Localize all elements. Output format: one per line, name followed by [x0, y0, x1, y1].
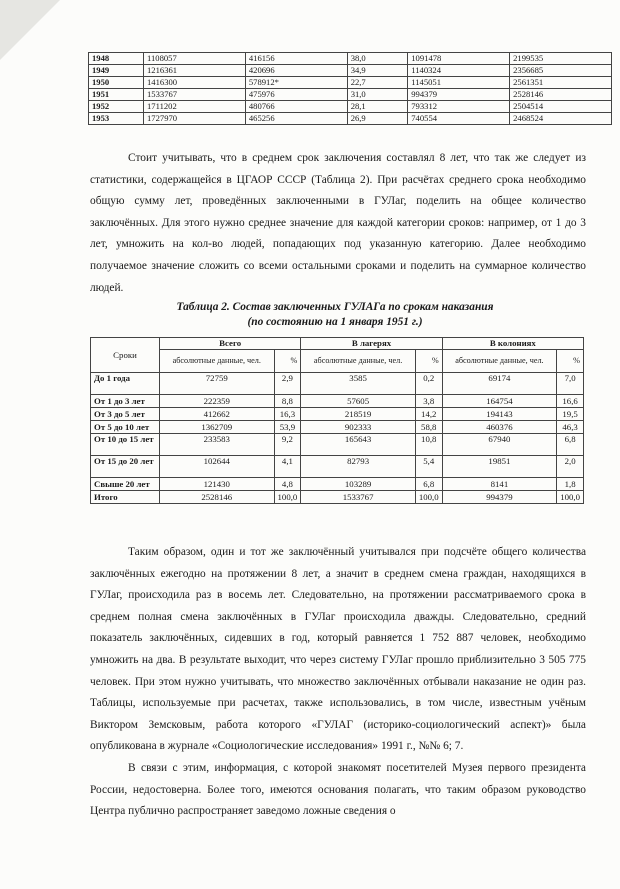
year-cell: 1950 — [89, 77, 144, 89]
value-cell: 1533767 — [144, 89, 246, 101]
abs-value-cell: 218519 — [301, 408, 416, 421]
term-label: От 5 до 10 лет — [91, 421, 160, 434]
abs-value-cell: 164754 — [442, 395, 557, 408]
value-cell: 1216361 — [144, 65, 246, 77]
value-cell: 578912* — [245, 77, 347, 89]
value-cell: 2356685 — [510, 65, 612, 77]
camps-group-header: В лагерях — [301, 338, 442, 350]
pct-value-cell: 8,8 — [274, 395, 301, 408]
pct-value-cell: 16,6 — [557, 395, 584, 408]
pct-value-cell: 0,2 — [415, 373, 442, 395]
value-cell: 465256 — [245, 113, 347, 125]
pct-value-cell: 100,0 — [415, 491, 442, 504]
value-cell: 2468524 — [510, 113, 612, 125]
table-row — [89, 77, 612, 89]
pct-value-cell: 4,8 — [274, 478, 301, 491]
year-cell: 1953 — [89, 113, 144, 125]
total-pct-header: % — [274, 350, 301, 373]
value-cell: 1140324 — [408, 65, 510, 77]
value-cell: 416156 — [245, 53, 347, 65]
table-row — [89, 113, 612, 125]
pct-value-cell: 10,8 — [415, 434, 442, 456]
pct-value-cell: 100,0 — [557, 491, 584, 504]
value-cell: 1145051 — [408, 77, 510, 89]
pct-value-cell: 5,4 — [415, 456, 442, 478]
abs-value-cell: 233583 — [160, 434, 275, 456]
value-cell: 38,0 — [347, 53, 408, 65]
abs-value-cell: 67940 — [442, 434, 557, 456]
year-cell: 1948 — [89, 53, 144, 65]
table-row — [89, 101, 612, 113]
terms-table — [90, 337, 584, 504]
pct-value-cell: 14,2 — [415, 408, 442, 421]
table-row — [91, 408, 584, 421]
pct-value-cell: 1,8 — [557, 478, 584, 491]
colonies-abs-header: абсолютные данные, чел. — [442, 350, 557, 373]
value-cell: 2528146 — [510, 89, 612, 101]
year-cell: 1952 — [89, 101, 144, 113]
pct-value-cell: 4,1 — [274, 456, 301, 478]
abs-value-cell: 222359 — [160, 395, 275, 408]
term-label: От 1 до 3 лет — [91, 395, 160, 408]
table-row — [91, 373, 584, 395]
table-row — [89, 53, 612, 65]
value-cell: 1108057 — [144, 53, 246, 65]
camps-abs-header: абсолютные данные, чел. — [301, 350, 416, 373]
term-label: От 15 до 20 лет — [91, 456, 160, 478]
table-row — [91, 421, 584, 434]
abs-value-cell: 3585 — [301, 373, 416, 395]
abs-value-cell: 412662 — [160, 408, 275, 421]
value-cell: 34,9 — [347, 65, 408, 77]
abs-value-cell: 72759 — [160, 373, 275, 395]
value-cell: 2561351 — [510, 77, 612, 89]
abs-value-cell: 165643 — [301, 434, 416, 456]
table-row — [91, 456, 584, 478]
folded-corner — [0, 0, 60, 60]
table-row — [91, 478, 584, 491]
year-cell: 1949 — [89, 65, 144, 77]
abs-value-cell: 121430 — [160, 478, 275, 491]
terms-header: Сроки — [91, 338, 160, 373]
table2-caption-date: (по состоянию на 1 января 1951 г.) — [247, 316, 423, 328]
pct-value-cell: 6,8 — [557, 434, 584, 456]
table2-caption — [90, 300, 580, 330]
paragraph-conclusion: Таким образом, один и тот же заключённый учитывался при подсчёте общего количества заключённых ежегодно на протяжении 8 лет, а значит в среднем смена граждан, находящихся в ГУЛаг, происходила раз в восемь лет. Следовательно, на протяжении рассматриваемого срока в среднем полная смена заключённых в ГУЛаг происходила дважды. Следовательно, средний показатель заключённых, сидевших в год, который равняется 1 752 887 человек, необходимо умножить на два. В результате выходит, что через систему ГУЛаг прошло приблизительно 3 505 775 человек. При этом нужно учитывать, что множество заключённых отбывали наказание не один раз. Таблицы, используемые при расчетах, также использовались, в том числе, известным учёным Виктором Земсковым, работа которого «ГУЛАГ (историко-социологический аспект)» была опубликована в журнале «Социологические исследования» 1991 г., №№ 6; 7. — [90, 546, 586, 753]
value-cell: 31,0 — [347, 89, 408, 101]
abs-value-cell: 194143 — [442, 408, 557, 421]
value-cell: 28,1 — [347, 101, 408, 113]
pct-value-cell: 16,3 — [274, 408, 301, 421]
value-cell: 420696 — [245, 65, 347, 77]
pct-value-cell: 100,0 — [274, 491, 301, 504]
pct-value-cell: 53,9 — [274, 421, 301, 434]
table2-caption-title: Таблица 2. Состав заключенных ГУЛАГа по срокам наказания — [176, 301, 494, 313]
value-cell: 2199535 — [510, 53, 612, 65]
value-cell: 1091478 — [408, 53, 510, 65]
pct-value-cell: 19,5 — [557, 408, 584, 421]
abs-value-cell: 1362709 — [160, 421, 275, 434]
paragraph-average-term: Стоит учитывать, что в среднем срок заключения составлял 8 лет, что так же следует из статистики, содержащейся в ЦГАОР СССР (Таблица 2). При расчётах среднего срока необходимо общую сумму лет, проведённых заключенными в ГУЛаг, поделить на общее количество заключённых. Для этого нужно среднее значение для каждой категории сроков: например, от 1 до 3 лет, умножить на кол-во людей, попадающих под указанную категорию. Далее необходимо получаемое значение сложить со всеми остальными сроками и поделить на суммарное количество людей. — [90, 152, 586, 294]
value-cell: 2504514 — [510, 101, 612, 113]
table-row — [91, 491, 584, 504]
abs-value-cell: 103289 — [301, 478, 416, 491]
total-abs-header: абсолютные данные, чел. — [160, 350, 275, 373]
value-cell: 1416300 — [144, 77, 246, 89]
paragraph-museum: В связи с этим, информация, с которой знакомят посетителей Музея первого президента России, недостоверна. Более того, имеются основания полагать, что таким образом руководство Центра публично распространяет заведомо ложные сведения о — [90, 762, 586, 818]
pct-value-cell: 9,2 — [274, 434, 301, 456]
pct-value-cell: 2,0 — [557, 456, 584, 478]
term-label: До 1 года — [91, 373, 160, 395]
colonies-pct-header: % — [557, 350, 584, 373]
abs-value-cell: 902333 — [301, 421, 416, 434]
colonies-group-header: В колониях — [442, 338, 583, 350]
table-row — [89, 89, 612, 101]
value-cell: 1711202 — [144, 101, 246, 113]
pct-value-cell: 7,0 — [557, 373, 584, 395]
pct-value-cell: 46,3 — [557, 421, 584, 434]
table-row — [89, 65, 612, 77]
abs-value-cell: 102644 — [160, 456, 275, 478]
camps-pct-header: % — [415, 350, 442, 373]
value-cell: 1727970 — [144, 113, 246, 125]
table-row — [91, 395, 584, 408]
abs-value-cell: 2528146 — [160, 491, 275, 504]
abs-value-cell: 19851 — [442, 456, 557, 478]
value-cell: 475976 — [245, 89, 347, 101]
abs-value-cell: 994379 — [442, 491, 557, 504]
abs-value-cell: 8141 — [442, 478, 557, 491]
term-label: От 10 до 15 лет — [91, 434, 160, 456]
value-cell: 22,7 — [347, 77, 408, 89]
value-cell: 793312 — [408, 101, 510, 113]
value-cell: 994379 — [408, 89, 510, 101]
year-cell: 1951 — [89, 89, 144, 101]
abs-value-cell: 460376 — [442, 421, 557, 434]
pct-value-cell: 58,8 — [415, 421, 442, 434]
yearly-prisoners-table — [88, 52, 612, 125]
abs-value-cell: 57605 — [301, 395, 416, 408]
abs-value-cell: 1533767 — [301, 491, 416, 504]
pct-value-cell: 6,8 — [415, 478, 442, 491]
pct-value-cell: 2,9 — [274, 373, 301, 395]
abs-value-cell: 69174 — [442, 373, 557, 395]
table-row — [91, 434, 584, 456]
value-cell: 740554 — [408, 113, 510, 125]
term-label: От 3 до 5 лет — [91, 408, 160, 421]
value-cell: 26,9 — [347, 113, 408, 125]
abs-value-cell: 82793 — [301, 456, 416, 478]
term-label: Итого — [91, 491, 160, 504]
pct-value-cell: 3,8 — [415, 395, 442, 408]
total-group-header: Всего — [160, 338, 301, 350]
value-cell: 480766 — [245, 101, 347, 113]
term-label: Свыше 20 лет — [91, 478, 160, 491]
